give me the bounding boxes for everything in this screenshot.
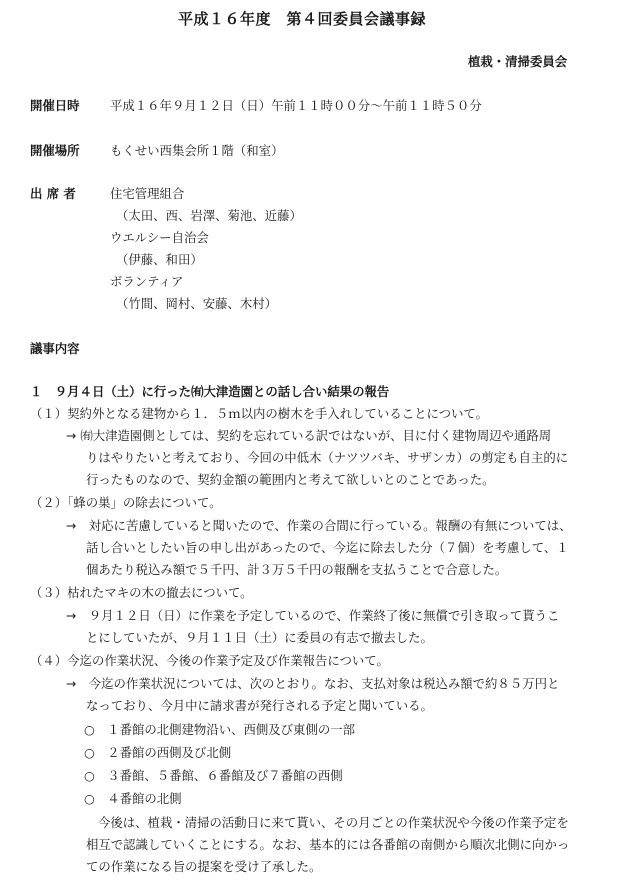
item-body-line: 今後は、植栽・清掃の活動日に来て貰い、その月ごとの作業状況や今後の作業予定を — [98, 815, 569, 830]
item-title: （４）今迄の作業状況、今後の作業予定及び作業報告について。 — [30, 653, 389, 668]
item-body-line: 行ったものなので、契約金額の範囲内と考えて欲しいとのことであった。 — [86, 472, 495, 487]
item-body-line: 個あたり税込み額で５千円、計３万５千円の報酬を支払うことで合意した。 — [86, 562, 508, 577]
list-item: ○ ３番館、５番館、６番館及び７番館の西側 — [84, 768, 343, 783]
date-label: 開催日時 — [30, 98, 80, 113]
item-title: （３）枯れたマキの木の撤去について。 — [30, 585, 253, 600]
list-item: ○ １番館の北側建物沿い、西側及び東側の一部 — [84, 722, 356, 737]
attendee-names: （竹間、岡村、安藤、木村） — [116, 296, 278, 311]
item-body-line: 相互で認識していくことにする。なお、基本的には各番館の南側から順次北側に向かっ — [86, 837, 570, 852]
item-body-line: なっており、今月中に請求書が発行される予定と聞いている。 — [86, 698, 433, 713]
item-body-line: → ㈲大津造園側としては、契約を忘れている訳ではないが、目に付く建物周辺や通路周 — [66, 428, 552, 443]
item-title: （２）「蜂の巣」の除去について。 — [30, 495, 222, 510]
item-body-line: りはやりたいと考えており、今回の中低木（ナツツバキ、サザンカ）の剪定も自主的に — [86, 450, 569, 465]
document-title: 平成１６年度 第４回委員会議事録 — [178, 10, 427, 28]
item-body-line: → ９月１２日（日）に作業を予定しているので、作業終了後に無償で引き取って貰うこ — [66, 608, 560, 623]
attendee-group: ボランティア — [110, 274, 184, 289]
item-body-line: とにしていたが、９月１１日（土）に委員の有志で撤去した。 — [86, 630, 433, 645]
agenda-label: 議事内容 — [30, 341, 80, 356]
attendee-names: （太田、西、岩澤、菊池、近藤） — [116, 208, 302, 223]
attendee-group: 住宅管理組合 — [110, 186, 185, 201]
item-title: （１）契約外となる建物から１．５ｍ以内の樹木を手入れしていることについて。 — [30, 406, 488, 421]
list-item: ○ ２番館の西側及び北側 — [84, 745, 232, 760]
attendees-label: 出 席 者 — [30, 186, 76, 201]
committee-name: 植栽・清掃委員会 — [468, 54, 568, 69]
item-body-line: ての作業になる旨の提案を受け了承した。 — [86, 859, 322, 874]
item-body-line: 話し合いとしたい旨の申し出があったので、今迄に除去した分（７個）を考慮して、１ — [86, 540, 569, 555]
list-item: ○ ４番館の北側 — [84, 791, 182, 806]
place-label: 開催場所 — [30, 143, 80, 158]
attendee-group: ウエルシー自治会 — [110, 230, 209, 245]
place-value: もくせい西集会所１階（和室） — [110, 143, 284, 158]
item-body-line: → 対応に苦慮していると聞いたので、作業の合間に行っている。報酬の有無については、 — [66, 518, 572, 533]
date-value: 平成１６年９月１２日（日）午前１１時００分～午前１１時５０分 — [110, 98, 482, 113]
attendee-names: （伊藤、和田） — [116, 252, 203, 267]
section-heading: １ ９月４日（土）に行った㈲大津造園との話し合い結果の報告 — [30, 384, 390, 399]
item-body-line: → 今迄の作業状況については、次のとおり。なお、支払対象は税込み額で約８５万円と — [66, 676, 560, 691]
